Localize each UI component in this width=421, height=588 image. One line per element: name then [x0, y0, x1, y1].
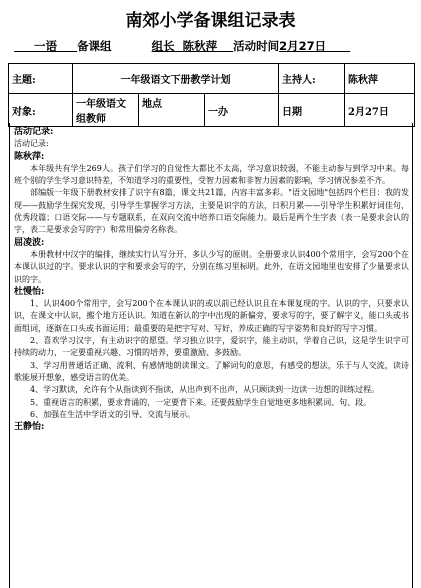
date-value: 2月27日 [345, 94, 415, 127]
activity-record [9, 123, 413, 588]
speaker-2: 屈凌波: [14, 237, 45, 248]
date-label: 日期 [279, 94, 345, 127]
host-value: 陈秋萍 [345, 64, 415, 94]
target-row [9, 94, 415, 127]
meta-grade: 一语 [34, 39, 58, 53]
meta-spacer [112, 39, 152, 53]
section-sub: 活动记录: [14, 139, 49, 149]
info-table [8, 63, 415, 127]
topic-value: 一年级语文下册教学计划 [73, 64, 279, 94]
target-value: 一年级语文组教师 [73, 94, 139, 127]
topic-row [9, 64, 415, 94]
speaker-4: 王静怡: [14, 422, 45, 433]
list-item-6: 6、加强在生活中学语文的引导、交流与展示。 [30, 409, 196, 419]
target-label: 对象: [9, 94, 73, 127]
meta-time-tail [326, 39, 350, 53]
paragraph-1: 本年级共有学生269人。孩子们学习的自觉性大都比不太高，学习意识较弱，不能主动参与到学习中来。每班个别的学生学习意识特差，不知道学习的重要性，受智力因素和非智力因素的影响，学习情况参差不齐。 [14, 163, 409, 186]
speaker-3: 杜慢怡: [14, 286, 45, 297]
place-label: 地点 [139, 94, 205, 127]
list-item-1: 1、认识400个常用字，会写200个在本课认识的或以前已经认识且在本课复现的字。认识的字，只要求认识，在课文中认识，搬个地方还认识。知道在新认的字中出现的新偏旁，要求写的字，要了解字义，能口头或书面组词，逐渐在口头或书面运用；最重要的是把字写对、写好，养成正确的写字姿势和良好的写字习惯。 [14, 299, 409, 333]
meta-leader: 陈秋萍 [182, 39, 218, 53]
speaker-1: 陈秋萍: [14, 151, 45, 162]
host-label: 主持人: [279, 64, 345, 94]
topic-label: 主题: [9, 64, 73, 94]
meta-grade-prefix [14, 39, 34, 53]
meta-gap1 [175, 39, 183, 53]
meta-gap2 [217, 39, 233, 53]
meta-time: 2月27日 [279, 39, 327, 53]
paragraph-2: 部编版一年级下册教材安排了识字有8篇，课文共21篇，内容丰富多彩。"语文园地"包括四个栏目：我的发现——鼓励学生探究发现，引导学生掌握学习方法，主要是识字的方法，日积月累——引导学生积累好词佳句，优秀段篇；口语交际——与专题联系，在双向交流中培养口语交际能力。最后是两个生字表（表一是要求会认的字，表二是要求会写的字）和常用偏旁名称表。 [14, 188, 409, 235]
list-item-3: 3、学习用普通话正确、流利、有感情地朗读课文。了解词句的意思，有感受的想法，乐于与人交流，读诗歌能展开想象，感受语言的优美。 [14, 360, 409, 382]
section-title: 活动记录: [14, 127, 54, 137]
paragraph-3: 本册教材中汉字的编排，继续实行认写分开、多认少写的原则。全册要求认识400个常用字，会写200个在本课认识过的字。要求认识的字和要求会写的字，分别在练习里标明。此外，在语文园地里也安排了少量要求认识的字。 [14, 249, 409, 284]
place-value: 一办 [205, 94, 279, 127]
list-item-5: 5、重视语言的积累，要求背诵的，一定要背下来。还要鼓励学生自觉地更多地积累词、句、段。 [30, 397, 372, 407]
meta-leader-label: 组长 [151, 39, 175, 53]
page-title: 南郊小学备课组记录表 [125, 11, 296, 31]
meta-grade-suffix [57, 39, 77, 53]
meta-line [14, 38, 414, 54]
meta-time-label: 活动时间 [233, 39, 280, 53]
meta-group-label: 备课组 [77, 39, 112, 53]
list-item-4: 4、学习默读，允许有个从指读到不指读，从出声到不出声，从只顾读到一边读一边想的训练过程。 [30, 385, 380, 395]
list-item-2: 2、喜欢学习汉字，有主动识字的愿望。学习独立识字，爱识字，能主动识，学着自己识，这是学生识字可持续的动力，一定要重视兴趣、习惯的培养，要重激励、多鼓励。 [14, 336, 409, 358]
